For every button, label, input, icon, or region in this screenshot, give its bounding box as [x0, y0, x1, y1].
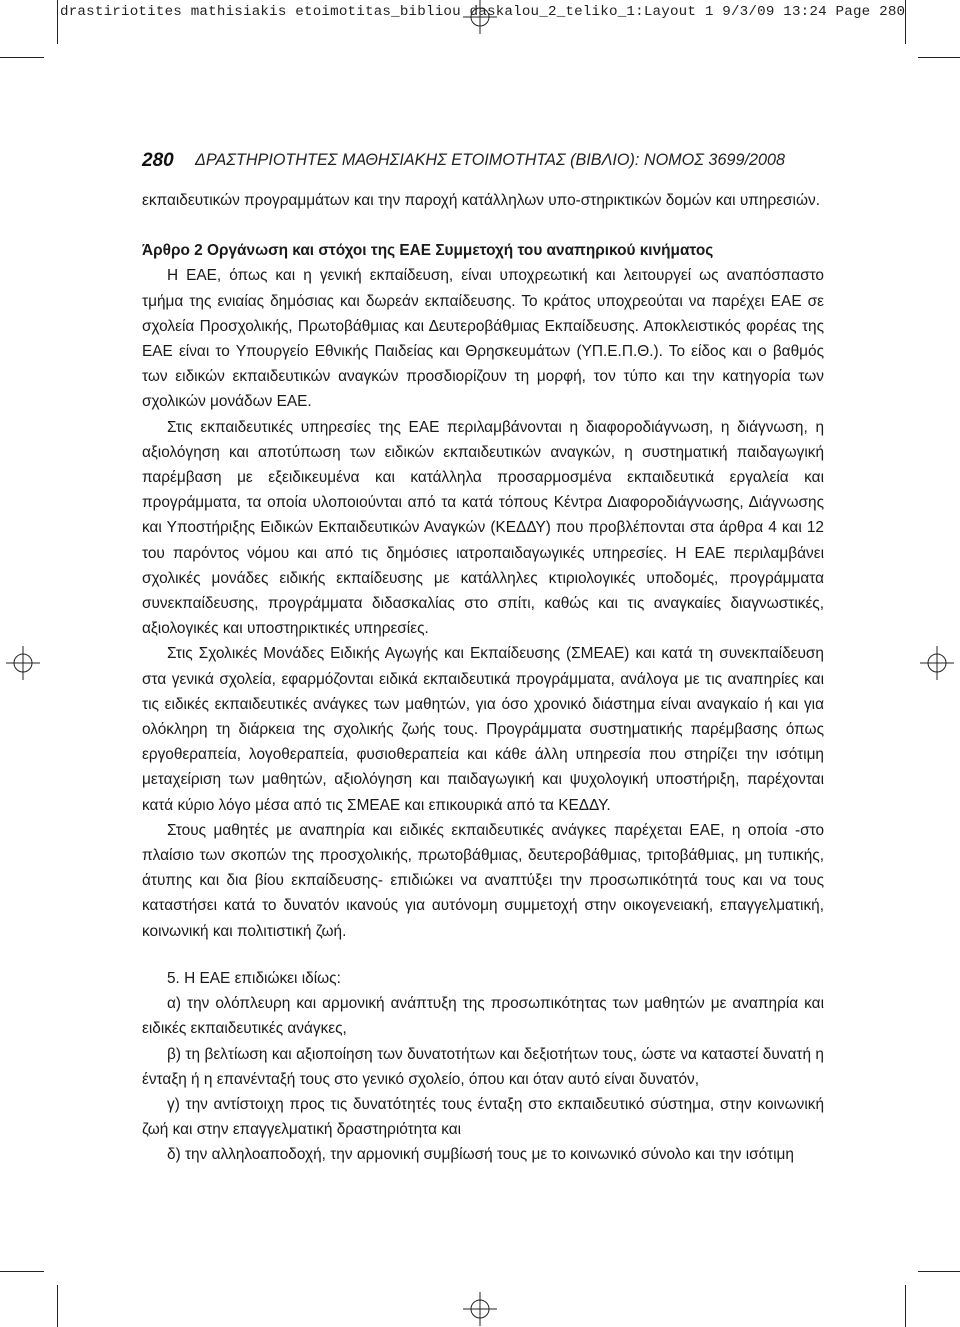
header-title: ΔΡΑΣΤΗΡΙΟΤΗΤΕΣ ΜΑΘΗΣΙΑΚΗΣ ΕΤΟΙΜΟΤΗΤΑΣ (ΒΙΒΛΙΟ): ΝΟΜΟΣ 3699/2008	[195, 151, 785, 169]
running-header	[142, 150, 904, 176]
print-slug: drastiriotites mathisiakis etoimotitas_bibliou daskalou_2_teliko_1:Layout 1 9/3/09 13:24 Page 280	[60, 4, 906, 20]
crop-mark-top-right-v	[905, 0, 906, 44]
registration-mark-top-icon	[463, 0, 497, 34]
body-text	[142, 188, 824, 1168]
list-item-d: δ) την αλληλοαποδοχή, την αρμονική συμβίωσή τους με το κοινωνικό σύνολο και την ισότιμη	[167, 1146, 794, 1164]
paragraph: Στους μαθητές με αναπηρία και ειδικές εκπαιδευτικές ανάγκες παρέχεται ΕΑΕ, η οποία -στο πλαίσιο των σκοπών της προσχολικής, πρωτοβάθμιας, δευτεροβάθμιας, τριτοβάθμιας, μη τυπικής, άτυπης και δια βίου εκπαίδευσης- επιδιώκει να αναπτύξει την προσωπικότητά τους και να τους καταστήσει κατά το δυνατόν ικανούς για αυτόνομη συμμετοχή στην οικογενειακή, επαγγελματική, κοινωνική και πολιτιστική ζωή.	[142, 821, 824, 940]
article-title: Άρθρο 2 Οργάνωση και στόχοι της ΕΑΕ Συμμετοχή του αναπηρικού κινήματος	[142, 242, 714, 260]
paragraph: Στις εκπαιδευτικές υπηρεσίες της ΕΑΕ περιλαμβάνονται η διαφοροδιάγνωση, η διάγνωση, η αξιολόγηση και αποτύπωση των ειδικών εκπαιδευτικών αναγκών, η συστηματική παιδαγωγική παρέμβαση με εξειδικευμένα και κατάλληλα προσαρμοσμένα εκπαιδευτικά εργαλεία και προγράμματα, τα οποία υλοποιούνται από τα κατά τόπους Κέντρα Διαφοροδιάγνωσης, Διάγνωσης και Υποστήριξης Ειδικών Εκπαιδευτικών Αναγκών (ΚΕΔΔΥ) που προβλέπονται στα άρθρα 4 και 12 του παρόντος νόμου και από τις δημόσιες ιατροπαιδαγωγικές υπηρεσίες. Η ΕΑΕ περιλαμβάνει σχολικές μονάδες ειδικής εκπαίδευσης με κατάλληλες κτιριολογικές υποδομές, προγράμματα συνεκπαίδευσης, προγράμματα διδασκαλίας στο σπίτι, καθώς και τις αναγκαίες διαγνωστικές, αξιολογικές και υποστηρικτικές υπηρεσίες.	[142, 418, 824, 638]
paragraph: Η ΕΑΕ, όπως και η γενική εκπαίδευση, είναι υποχρεωτική και λειτουργεί ως αναπόσπαστο τμήμα της ενιαίας δημόσιας και δωρεάν εκπαίδευσης. Το κράτος υποχρεούται να παρέχει ΕΑΕ σε σχολεία Προσχολικής, Πρωτοβάθμιας και Δευτεροβάθμιας Εκπαίδευσης. Αποκλειστικός φορέας της ΕΑΕ είναι το Υπουργείο Εθνικής Παιδείας και Θρησκευμάτων (ΥΠ.Ε.Π.Θ.). Το είδος και ο βαθμός των ειδικών εκπαιδευτικών αναγκών προσδιορίζουν τη μορφή, τον τύπο και την κατηγορία των σχολικών μονάδων ΕΑΕ.	[142, 267, 824, 411]
page-number: 280	[142, 150, 174, 171]
list-item-c: γ) την αντίστοιχη προς τις δυνατότητές τους ένταξη στο εκπαιδευτικό σύστημα, στην κοινωνική ζωή και στην επαγγελματική δραστηριότητα και	[142, 1095, 824, 1139]
registration-mark-bottom-icon	[463, 1292, 497, 1326]
crop-mark-bottom-right-h	[918, 1271, 960, 1272]
registration-mark-right-icon	[920, 646, 954, 680]
crop-mark-bottom-right-v	[905, 1285, 906, 1327]
list-item-a: α) την ολόπλευρη και αρμονική ανάπτυξη της προσωπικότητας των μαθητών με αναπηρία και ειδικές εκπαιδευτικές ανάγκες,	[142, 995, 824, 1038]
registration-mark-left-icon	[6, 646, 40, 680]
crop-mark-top-right-h	[918, 57, 960, 58]
list-intro: 5. Η ΕΑΕ επιδιώκει ιδίως:	[167, 969, 341, 987]
crop-mark-bottom-left-h	[0, 1271, 44, 1272]
crop-mark-top-left-v	[57, 0, 58, 44]
crop-mark-bottom-left-v	[57, 1285, 58, 1327]
list-item-b: β) τη βελτίωση και αξιοποίηση των δυνατοτήτων και δεξιοτήτων τους, ώστε να καταστεί δυνατή η ένταξη ή η επανένταξή τους στο γενικό σχολείο, όπου και όταν αυτό είναι δυνατόν,	[142, 1045, 824, 1088]
paragraph-intro: εκπαιδευτικών προγραμμάτων και την παροχή κατάλληλων υπο-στηρικτικών δομών και υπηρεσιών.	[142, 192, 820, 209]
paragraph: Στις Σχολικές Μονάδες Ειδικής Αγωγής και Εκπαίδευσης (ΣΜΕΑΕ) και κατά τη συνεκπαίδευση στα γενικά σχολεία, εφαρμόζονται ειδικά εκπαιδευτικά προγράμματα, ανάλογα με τις αναπηρίες και τις ειδικές εκπαιδευτικές ανάγκες των μαθητών, για όσο χρονικό διάστημα είναι αναγκαίο ή και για ολόκληρη τη διάρκεια της σχολικής ζωής τους. Προγράμματα συστηματικής παρέμβασης όπως εργοθεραπεία, λογοθεραπεία, φυσιοθεραπεία και κάθε άλλη υπηρεσία που στηρίζει την ισότιμη μεταχείριση των μαθητών, αξιολόγηση και παιδαγωγική και ψυχολογική υποστήριξη, παρέχονται κατά κύριο λόγο μέσα από τις ΣΜΕΑΕ και επικουρικά από τα ΚΕΔΔΥ.	[142, 645, 824, 814]
crop-mark-top-left-h	[0, 57, 44, 58]
